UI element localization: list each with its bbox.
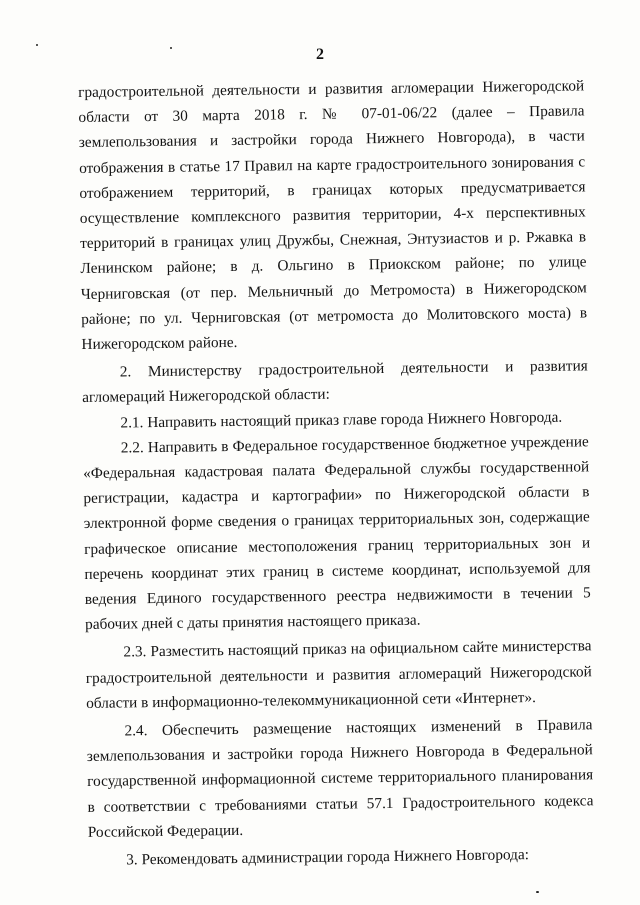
paragraph-item-2: 2. Министерству градостроительной деятельности и развития агломераций Нижегородской области: [82,357,588,407]
paragraph-item-2-2: 2.2. Направить в Федеральное государственное бюджетное учреждение «Федеральная кадастровая палата Федеральной службы государственной регистрации, кадастра и картографии» по Нижегородской области в электронной форме сведения о границах территориальных зон, содержащие графическое описание местоположения границ территориальных зон и перечень координат этих границ в системе координат, используемой для ведения Единого государственного реестра недвижимости в течении 5 рабочих дней с даты принятия настоящего приказа. [83,433,591,634]
paragraph-intro-continuation: градостроительной деятельности и развития агломерации Нижегородской области от 30 марта 2018 г. № 07-01-06/22 (далее – Правила землепользования и застройки города Нижнего Новгорода), в части отображения в статье 17 Правил на карте градостроительного зонирования с отображением территорий, в границах которых предусматривается осуществление комплексного развития территории, 4-х перспективных территорий в границах улиц Дружбы, Снежная, Энтузиастов и р. Ржавка в Ленинском районе; в д. Ольгино в Приокском районе; по улице Черниговская (от пер. Мельничный до Метромоста) в Нижегородском районе; по ул. Черниговская (от метромоста до Молитовского моста) в Нижегородском районе. [78,77,588,354]
paragraph-item-2-1: 2.1. Направить настоящий приказ главе города Нижнего Новгорода. [120,408,563,432]
scan-speck [536,891,539,893]
document-body [78,73,594,873]
paragraph-item-3: 3. Рекомендовать администрации города Нижнего Новгорода: [126,846,530,869]
paragraph-item-2-3: 2.3. Разместить настоящий приказ на официальном сайте министерства градостроительной деятельности и развития агломераций Нижегородской области в информационно-телекоммуникационной сети «Интернет». [85,637,592,712]
paragraph-item-2-4: 2.4. Обеспечить размещение настоящих изменений в Правила землепользования и застройки города Нижнего Новгорода в Федеральной государственной информационной системе территориального планирования в соответствии с требованиями статьи 57.1 Градостроительного кодекса Российской Федерации. [86,716,594,841]
page-number: 2 [316,46,324,63]
